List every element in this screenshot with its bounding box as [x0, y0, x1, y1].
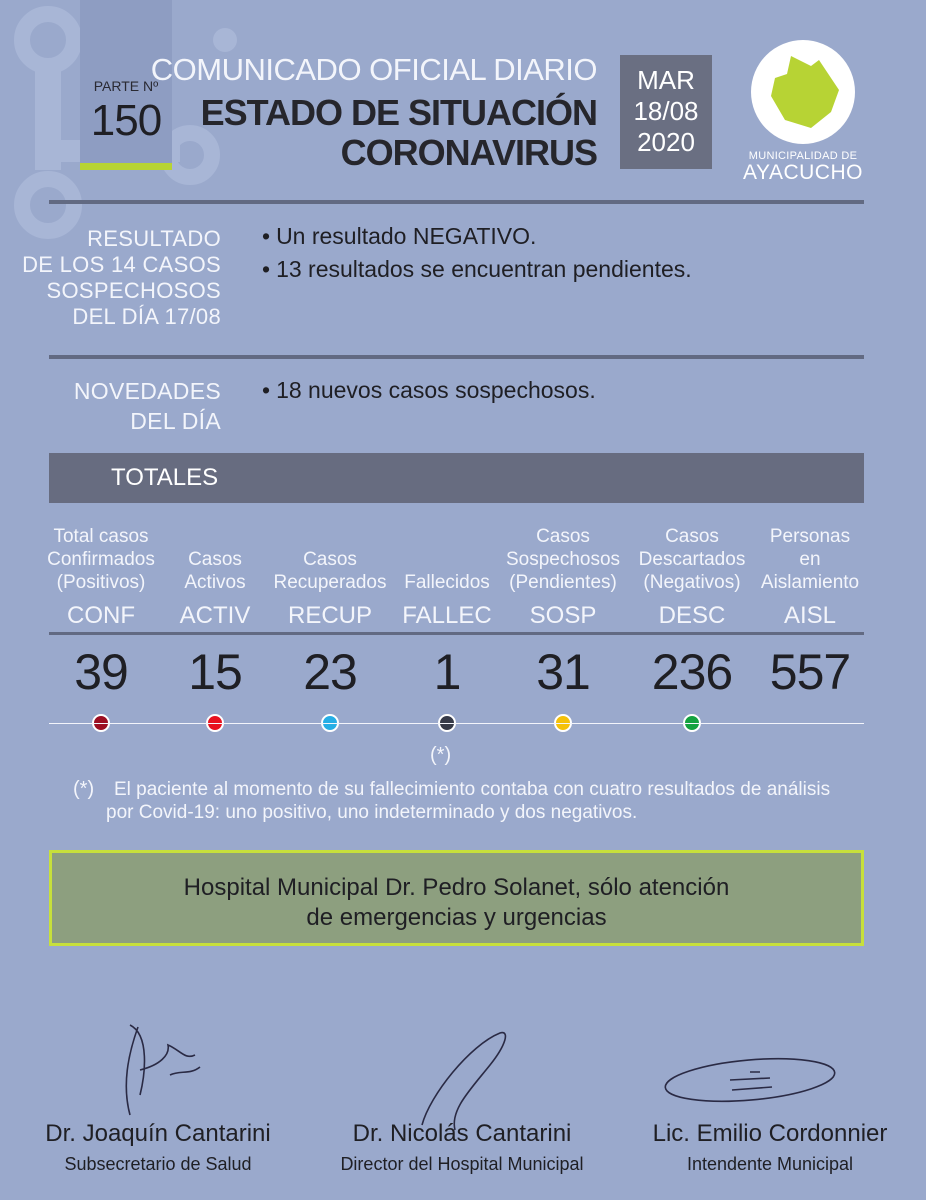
totales-value-desc: 236: [651, 644, 733, 700]
totales-value-aisl: 557: [769, 644, 851, 700]
column-abbreviation: FALLEC: [402, 602, 492, 629]
totales-column-conf: [42, 522, 160, 630]
footnote-line: El paciente al momento de su fallecimiento contaba con cuatro resultados de análisis: [114, 779, 831, 800]
date-box: [620, 55, 712, 169]
hospital-line: de emergencias y urgencias: [306, 904, 607, 931]
totales-value-conf: 39: [74, 644, 128, 700]
signature-mark-3: [660, 1050, 840, 1110]
logo-name: AYACUCHO: [743, 161, 863, 184]
totales-column-fallec: [388, 522, 506, 630]
column-description: Casos Sospechosos (Pendientes): [505, 526, 621, 593]
column-abbreviation: ACTIV: [179, 602, 251, 629]
signer-name: Dr. Nicolás Cantarini: [352, 1120, 572, 1147]
totales-column-activ: [156, 522, 274, 630]
totales-header: [49, 453, 864, 503]
municipality-logo: [733, 40, 873, 185]
logo-subtitle: MUNICIPALIDAD DE: [748, 150, 858, 162]
signer-name: Dr. Joaquín Cantarini: [45, 1120, 271, 1147]
totales-value-fallec: 1: [433, 644, 461, 700]
column-description: Personas en Aislamiento: [760, 526, 860, 593]
column-description: Casos Descartados (Negativos): [638, 526, 746, 593]
column-description: Casos Activos: [184, 549, 246, 593]
footnote-mark: (*): [73, 778, 95, 800]
footnote-line: por Covid-19: uno positivo, uno indeterminado y dos negativos.: [106, 802, 638, 823]
column-abbreviation: RECUP: [287, 602, 372, 629]
signer-role: Intendente Municipal: [686, 1154, 854, 1174]
column-description: Total casos Confirmados (Positivos): [47, 526, 155, 593]
parte-number: 150: [90, 96, 162, 145]
map-logo-icon: [751, 40, 855, 144]
column-abbreviation: CONF: [67, 602, 135, 629]
title-coronavirus: CORONAVIRUS: [340, 132, 597, 173]
resultado-label: RESULTADO DE LOS 14 CASOS SOSPECHOSOS DEL DÍA 17/08: [22, 226, 221, 329]
signer-role: Director del Hospital Municipal: [340, 1154, 584, 1174]
fallecidos-asterisk: (*): [430, 744, 452, 766]
column-abbreviation: DESC: [658, 602, 726, 629]
title-estado: ESTADO DE SITUACIÓN: [200, 92, 597, 133]
footnote: [106, 778, 866, 824]
list-item: • 13 resultados se encuentran pendientes.: [262, 253, 692, 286]
totales-title: TOTALES: [111, 464, 219, 491]
signature-1: [28, 1120, 288, 1175]
column-description: Casos Recuperados: [273, 549, 387, 593]
novedades-bullets: [262, 374, 596, 407]
totales-value-activ: 15: [188, 644, 242, 700]
totales-column-sosp: [504, 522, 622, 630]
resultado-bullets: [262, 220, 692, 286]
totales-column-recup: [271, 522, 389, 630]
divider: [49, 632, 864, 635]
column-abbreviation: AISL: [783, 602, 837, 629]
dot-line: [49, 723, 864, 724]
hospital-line: Hospital Municipal Dr. Pedro Solanet, sólo atención: [183, 874, 730, 901]
date-day-month: 18/08: [633, 96, 699, 126]
signer-name: Lic. Emilio Cordonnier: [652, 1120, 888, 1147]
divider: [49, 200, 864, 204]
novedades-label: NOVEDADES DEL DÍA: [73, 378, 221, 434]
date-weekday: MAR: [637, 65, 695, 95]
signature-3: [640, 1120, 900, 1175]
column-description: Fallecidos: [404, 572, 490, 593]
divider: [49, 355, 864, 359]
signature-2: [332, 1120, 592, 1175]
totales-column-desc: [633, 522, 751, 630]
date-year: 2020: [637, 127, 695, 157]
list-item: • 18 nuevos casos sospechosos.: [262, 374, 596, 407]
totales-value-sosp: 31: [536, 644, 590, 700]
signer-role: Subsecretario de Salud: [64, 1154, 252, 1174]
title-communique: COMUNICADO OFICIAL DIARIO: [150, 52, 597, 87]
totales-column-aisl: [751, 522, 869, 630]
signature-mark-1: [100, 1015, 220, 1125]
column-abbreviation: SOSP: [529, 602, 597, 629]
signature-mark-2: [410, 1025, 520, 1135]
list-item: • Un resultado NEGATIVO.: [262, 220, 692, 253]
parte-label: PARTE Nº: [93, 78, 159, 94]
hospital-notice: [49, 850, 864, 946]
totales-value-recup: 23: [303, 644, 357, 700]
